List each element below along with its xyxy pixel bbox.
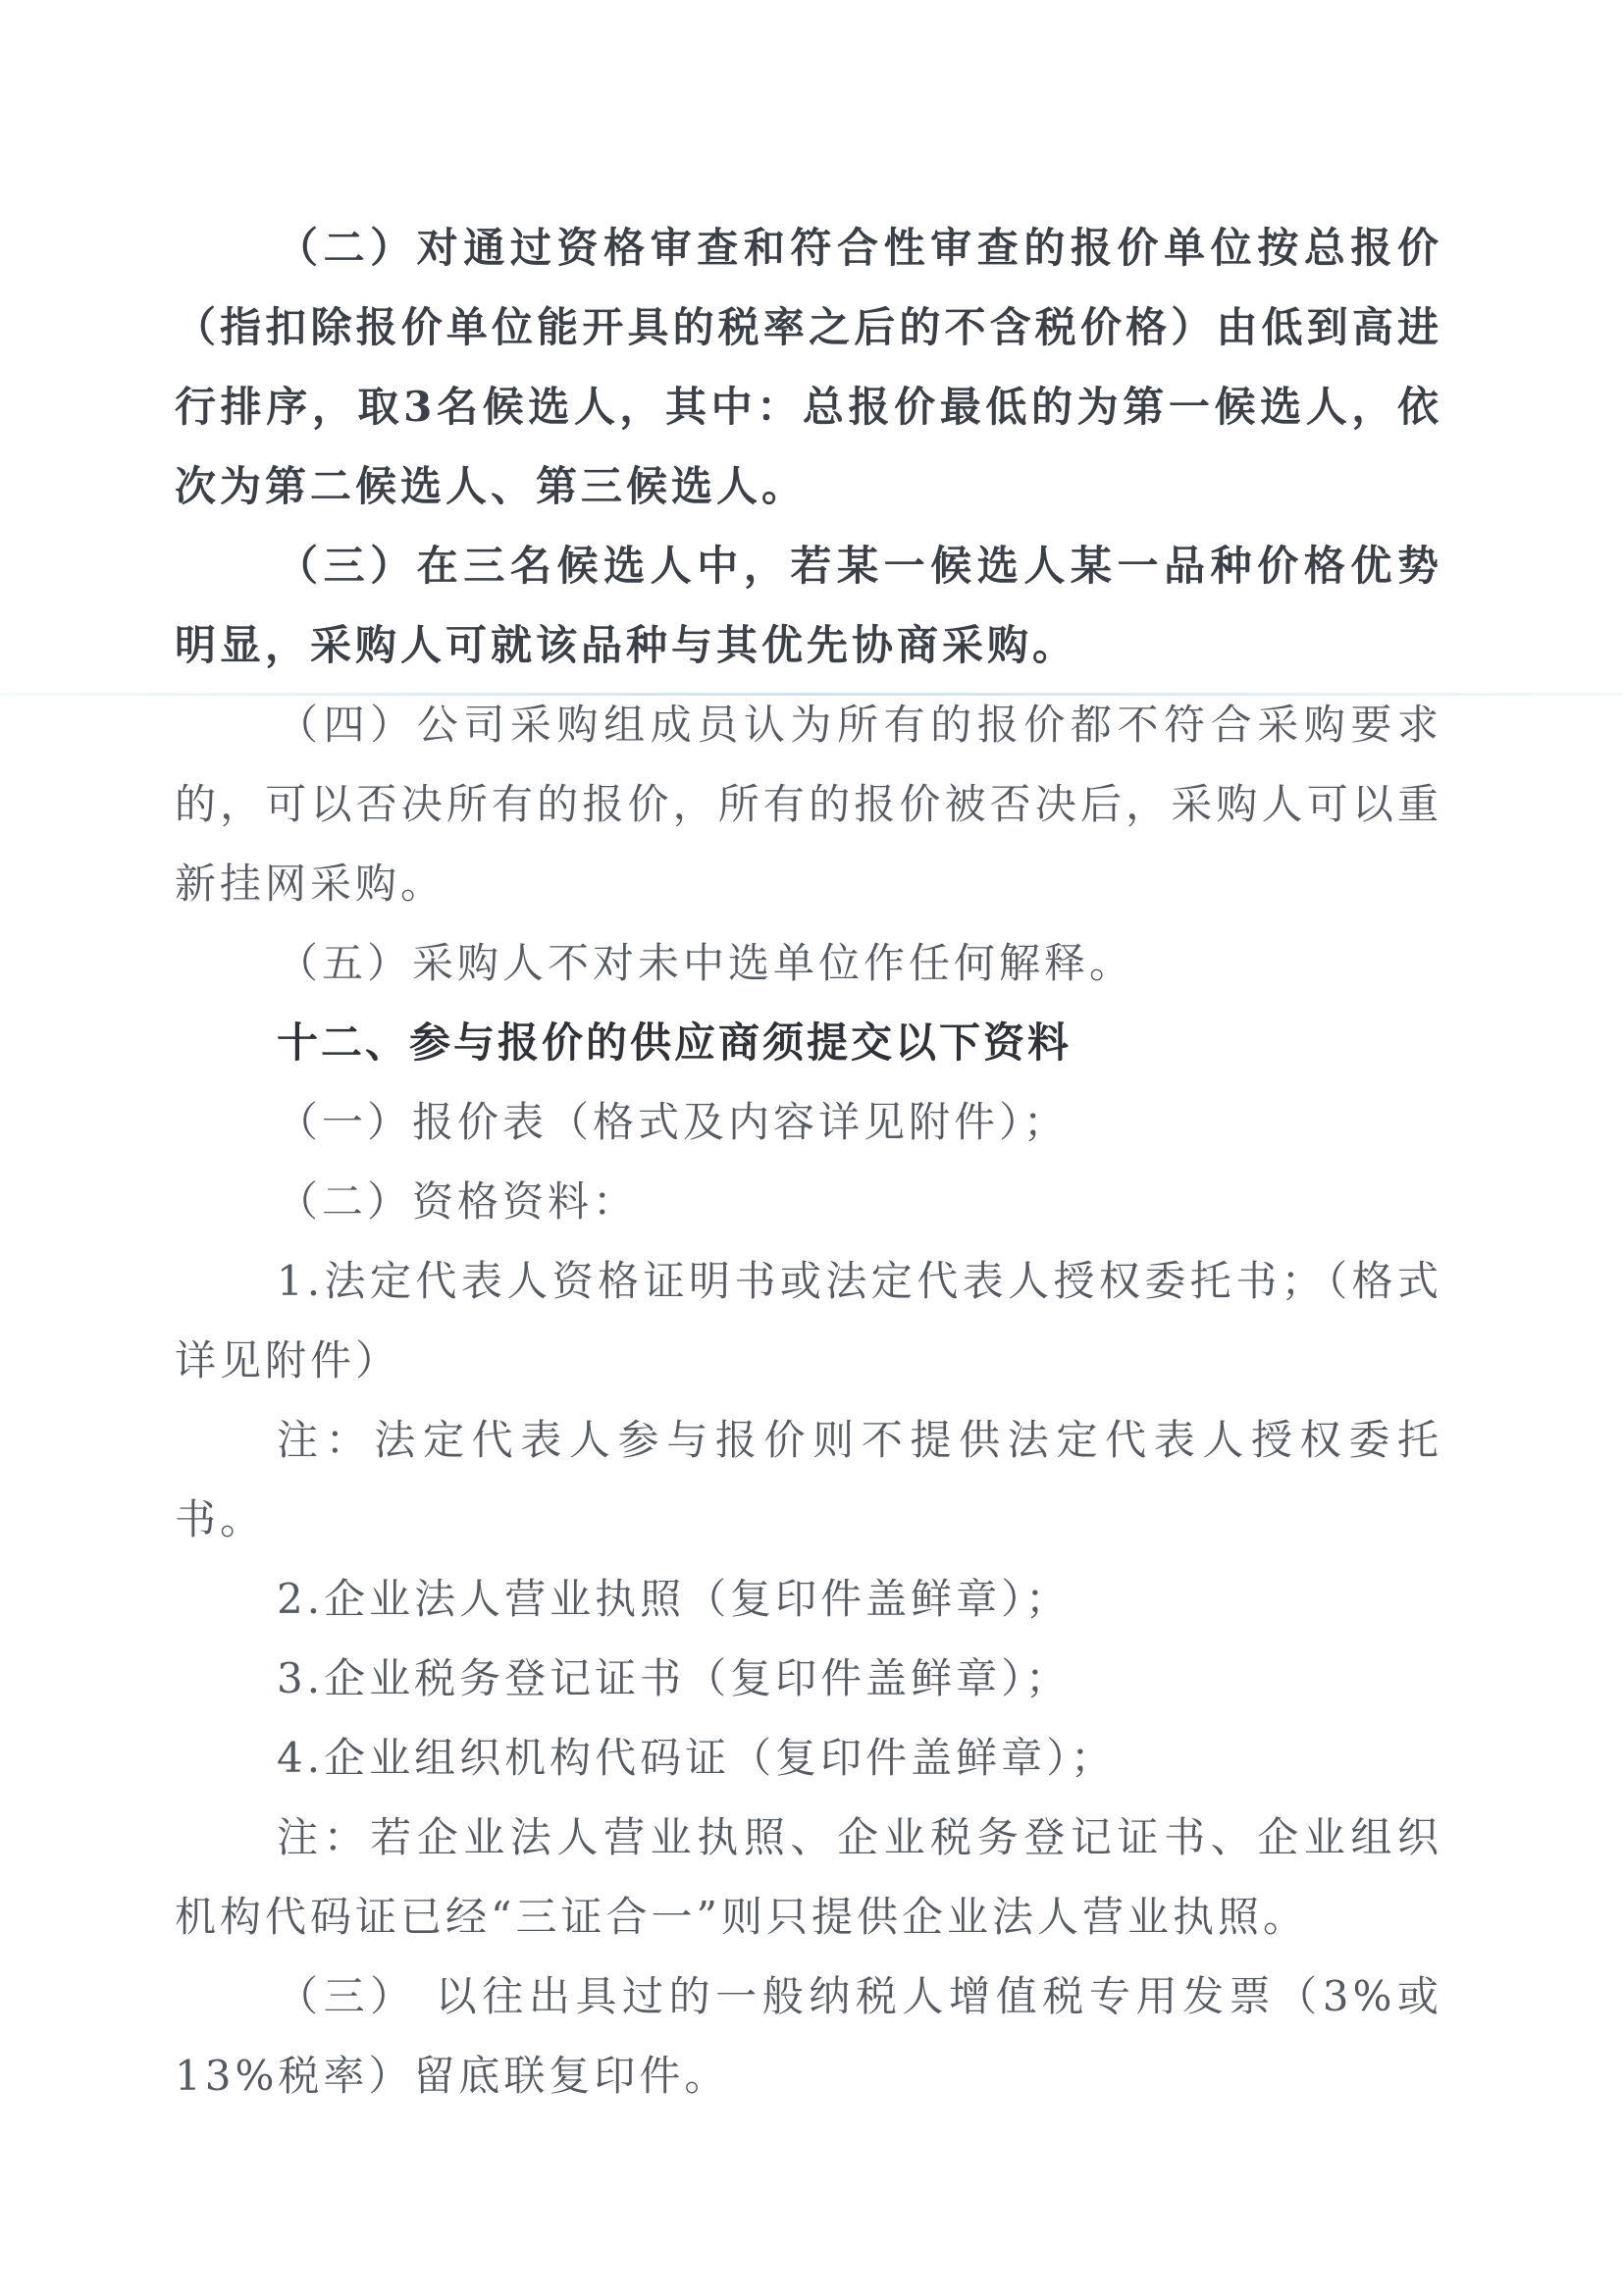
paragraph-priority-negotiation: （三）在三名候选人中，若某一候选人某一品种价格优势明显，采购人可就该品种与其优先协商采购。 — [175, 542, 1442, 669]
list-item-quotation-form: （一）报价表（格式及内容详见附件）； — [277, 1098, 1070, 1146]
note-legal-representative: 注：法定代表人参与报价则不提供法定代表人授权委托书。 — [175, 1416, 1442, 1543]
paragraph-reject-all-quotes: （四）公司采购组成员认为所有的报价都不符合采购要求的，可以否决所有的报价，所有的报价被否决后，采购人可以重新挂网采购。 — [175, 701, 1442, 908]
paragraph-no-explanation: （五）采购人不对未中选单位作任何解释。 — [277, 939, 1135, 987]
list-item-business-license: 2.企业法人营业执照（复印件盖鲜章）； — [277, 1575, 1072, 1623]
list-item-vat-invoice-copy: （三） 以往出具过的一般纳税人增值税专用发票（3%或13%税率）留底联复印件。 — [175, 1972, 1442, 2100]
list-item-qualification-materials: （二）资格资料： — [277, 1177, 639, 1226]
paragraph-ranking-rule: （二）对通过资格审查和符合性审查的报价单位按总报价（指扣除报价单位能开具的税率之后的不含税价格）由低到高进行排序，取3名候选人，其中：总报价最低的为第一候选人，依次为第二候选人、第三候选人。 — [175, 224, 1442, 510]
list-item-organization-code: 4.企业组织机构代码证（复印件盖鲜章）； — [277, 1734, 1117, 1782]
document-body — [175, 208, 1442, 2115]
section-heading-supplier-materials: 十二、参与报价的供应商须提交以下资料 — [277, 1018, 1073, 1067]
note-three-in-one-license: 注：若企业法人营业执照、企业税务登记证书、企业组织机构代码证已经“三证合一”则只提供企业法人营业执照。 — [175, 1813, 1442, 1941]
list-item-tax-registration: 3.企业税务登记证书（复印件盖鲜章）； — [277, 1654, 1072, 1702]
list-item-legal-representative-certificate: 1.法定代表人资格证明书或法定代表人授权委托书；（格式详见附件） — [175, 1257, 1442, 1384]
